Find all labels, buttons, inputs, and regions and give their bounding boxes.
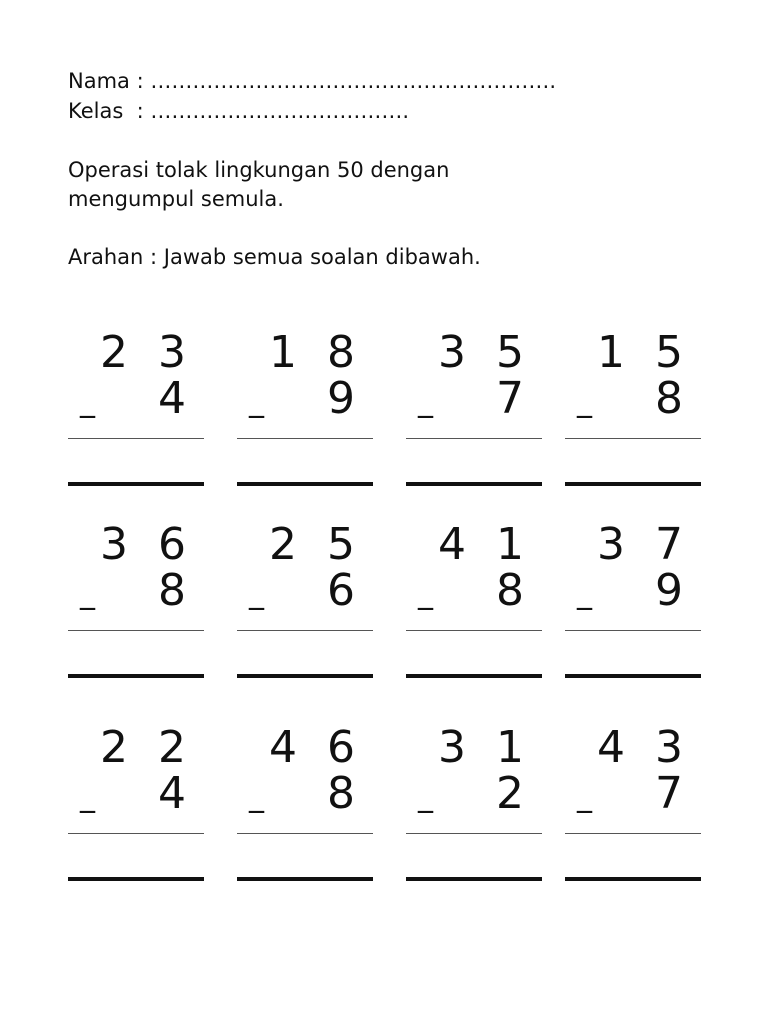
minuend: 3 1 <box>438 722 532 773</box>
answer-line <box>406 674 542 678</box>
subtrahend: 8 <box>327 768 355 819</box>
subtrahend: 4 <box>158 768 186 819</box>
problem-6 <box>237 520 373 680</box>
subtrahend: 9 <box>327 373 355 424</box>
problem-8 <box>565 520 701 680</box>
answer-line <box>237 482 373 486</box>
subtrahend: 6 <box>327 565 355 616</box>
minuend: 2 2 <box>100 722 194 773</box>
problem-10 <box>237 723 373 883</box>
title-line-1: Operasi tolak lingkungan 50 dengan <box>68 158 450 182</box>
divider-line <box>406 833 542 834</box>
problem-2 <box>237 328 373 488</box>
answer-line <box>565 482 701 486</box>
minus-sign: _ <box>80 384 95 419</box>
divider-line <box>406 630 542 631</box>
divider-line <box>237 630 373 631</box>
title-line-2: mengumpul semula. <box>68 187 284 211</box>
answer-line <box>68 877 204 881</box>
subtrahend: 7 <box>496 373 524 424</box>
problem-1 <box>68 328 204 488</box>
minuend: 4 6 <box>269 722 363 773</box>
subtrahend: 2 <box>496 768 524 819</box>
answer-line <box>68 674 204 678</box>
divider-line <box>565 630 701 631</box>
subtrahend: 8 <box>655 373 683 424</box>
subtrahend: 8 <box>158 565 186 616</box>
answer-line <box>406 482 542 486</box>
minus-sign: _ <box>577 576 592 611</box>
minuend: 3 6 <box>100 519 194 570</box>
divider-line <box>565 833 701 834</box>
minus-sign: _ <box>249 384 264 419</box>
answer-line <box>406 877 542 881</box>
minus-sign: _ <box>577 384 592 419</box>
subtrahend: 8 <box>496 565 524 616</box>
divider-line <box>237 833 373 834</box>
problem-4 <box>565 328 701 488</box>
problem-7 <box>406 520 542 680</box>
minus-sign: _ <box>577 779 592 814</box>
problem-3 <box>406 328 542 488</box>
divider-line <box>68 438 204 439</box>
minuend: 4 1 <box>438 519 532 570</box>
minus-sign: _ <box>418 384 433 419</box>
answer-line <box>237 674 373 678</box>
minuend: 4 3 <box>597 722 691 773</box>
divider-line <box>237 438 373 439</box>
minus-sign: _ <box>418 779 433 814</box>
problem-9 <box>68 723 204 883</box>
minuend: 3 7 <box>597 519 691 570</box>
minus-sign: _ <box>249 576 264 611</box>
subtrahend: 9 <box>655 565 683 616</box>
subtrahend: 7 <box>655 768 683 819</box>
problem-12 <box>565 723 701 883</box>
answer-line <box>68 482 204 486</box>
problem-5 <box>68 520 204 680</box>
answer-line <box>237 877 373 881</box>
minus-sign: _ <box>80 779 95 814</box>
minuend: 3 5 <box>438 327 532 378</box>
problem-11 <box>406 723 542 883</box>
subtrahend: 4 <box>158 373 186 424</box>
name-field-line: Nama : …………………………………………………. <box>68 69 557 93</box>
minuend: 1 8 <box>269 327 363 378</box>
instruction-text: Arahan : Jawab semua soalan dibawah. <box>68 245 481 269</box>
class-field-line: Kelas : ………………………………. <box>68 99 410 123</box>
minus-sign: _ <box>249 779 264 814</box>
minuend: 2 3 <box>100 327 194 378</box>
minus-sign: _ <box>80 576 95 611</box>
answer-line <box>565 674 701 678</box>
divider-line <box>406 438 542 439</box>
divider-line <box>565 438 701 439</box>
minuend: 1 5 <box>597 327 691 378</box>
minus-sign: _ <box>418 576 433 611</box>
divider-line <box>68 630 204 631</box>
minuend: 2 5 <box>269 519 363 570</box>
answer-line <box>565 877 701 881</box>
divider-line <box>68 833 204 834</box>
